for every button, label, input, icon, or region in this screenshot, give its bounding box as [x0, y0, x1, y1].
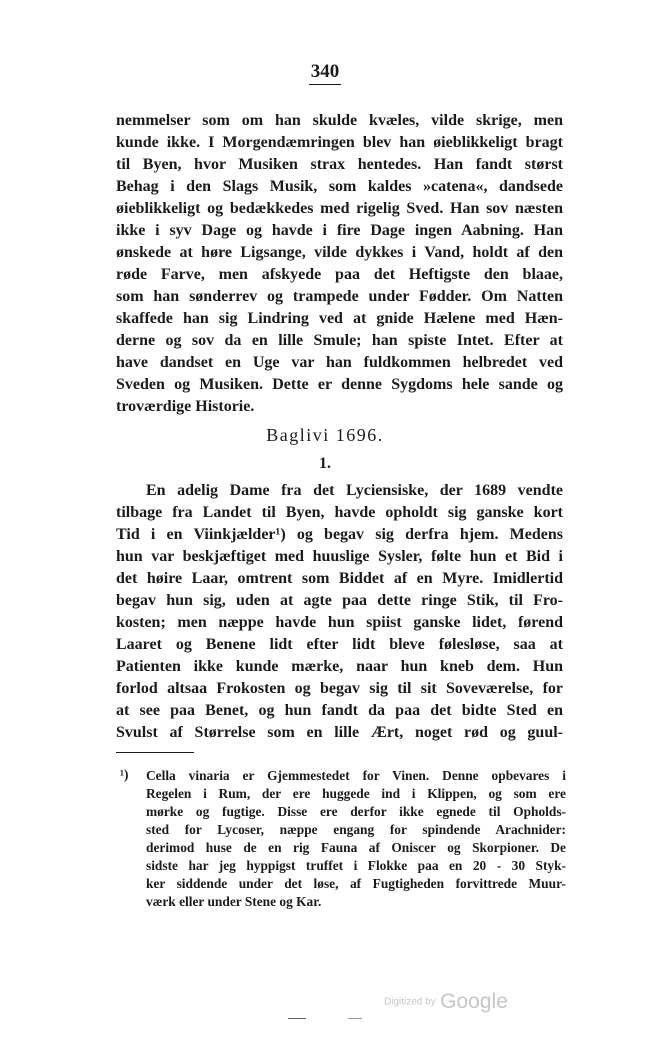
footnote-line: sidste har jeg hyppigst truffet i Flokke paa en 20 - 30 Styk-	[146, 858, 566, 873]
footnote-line: mørke og fugtige. Disse ere derfor ikke egnede til Opholds-	[146, 804, 566, 819]
footnote-line: Regelen i Rum, der ere huggede ind i Klippen, og som ere	[146, 786, 566, 801]
text-line: nemmelser som om han skulde kvæles, vilde skrige, men	[116, 112, 563, 129]
text-line: Behag i den Slags Musik, som kaldes »catena«, dandsede	[116, 178, 563, 195]
text-line: have dandset en Uge var han fuldkommen helbredet ved	[116, 354, 563, 371]
text-line: ikke i syv Dage og havde i fire Dage ingen Aabning. Han	[116, 222, 563, 239]
scan-artifact	[348, 1018, 362, 1019]
text-line: tilbage fra Landet til Byen, havde opholdt sig ganske kort	[116, 504, 563, 521]
text-line: Tid i en Viinkjælder¹) og begav sig derfra hjem. Medens	[116, 526, 563, 543]
text-line: Laaret og Benene lidt efter lidt bleve følesløse, saa at	[116, 636, 563, 653]
text-line: øieblikkeligt og bedækkedes med rigelig Sved. Han sov næsten	[116, 200, 563, 217]
watermark-prefix: Digitized by	[384, 996, 436, 1008]
footnote-marker: ¹)	[120, 767, 129, 782]
text-line: Patienten ikke kunde mærke, naar hun kneb dem. Hun	[116, 658, 563, 675]
footnote-line: værk eller under Stene og Kar.	[146, 894, 322, 909]
text-line: forlod altsaa Frokosten og begav sig til sit Soveværelse, for	[116, 680, 563, 697]
footnote-divider	[116, 752, 194, 753]
scan-artifact	[288, 1018, 306, 1019]
section-number: 1.	[319, 455, 331, 472]
text-line: Svulst af Størrelse som en lille Ært, noget rød og guul-	[116, 724, 563, 741]
footnote-line: Cella vinaria er Gjemmestedet for Vinen. Denne opbevares i	[146, 768, 566, 783]
text-line: En adelig Dame fra det Lyciensiske, der 1689 vendte	[146, 482, 563, 499]
text-line: at see paa Benet, og hun fandt da paa det bidte Sted en	[116, 702, 563, 719]
text-line: begav hun sig, uden at agte paa dette ringe Stik, til Fro-	[116, 592, 563, 609]
digitized-watermark	[384, 990, 508, 1014]
footnote-line: ker siddende under det løse, af Fugtigheden forvittrede Muur-	[146, 876, 566, 891]
text-line: til Byen, hvor Musiken strax hentedes. Han fandt størst	[116, 156, 563, 173]
text-line: Sveden og Musiken. Dette er denne Sygdoms hele sande og	[116, 376, 563, 393]
text-line: skaffede han sig Lindring ved at gnide Hælene med Hæn-	[116, 310, 563, 327]
text-line: ønskede at høre Ligsange, vilde dykkes i Vand, holdt af den	[116, 244, 563, 261]
text-line: kosten; men næppe havde hun spiist ganske lidet, førend	[116, 614, 563, 631]
text-line: troværdige Historie.	[116, 398, 255, 415]
text-line: hun var beskjæftiget med huuslige Sysler, følte hun et Bid i	[116, 548, 563, 565]
footnote-line: derimod huse de en rig Fauna af Oniscer og Skorpioner. De	[146, 840, 566, 855]
text-line: kunde ikke. I Morgendæmringen blev han øieblikkeligt bragt	[116, 134, 563, 151]
section-heading: Baglivi 1696.	[266, 425, 384, 445]
text-line: det høire Laar, omtrent som Biddet af en Myre. Imidlertid	[116, 570, 563, 587]
footnote-line: sted for Lycoser, næppe engang for spindende Arachnider:	[146, 822, 566, 837]
text-line: røde Farve, men afskyede paa det Heftigste den blaae,	[116, 266, 563, 283]
watermark-brand: Google	[440, 990, 508, 1013]
text-line: som han sønderrev og trampede under Fødder. Om Natten	[116, 288, 563, 305]
text-line: derne og sov da en lille Smule; han spiste Intet. Efter at	[116, 332, 563, 349]
page-number: 340	[0, 60, 650, 85]
